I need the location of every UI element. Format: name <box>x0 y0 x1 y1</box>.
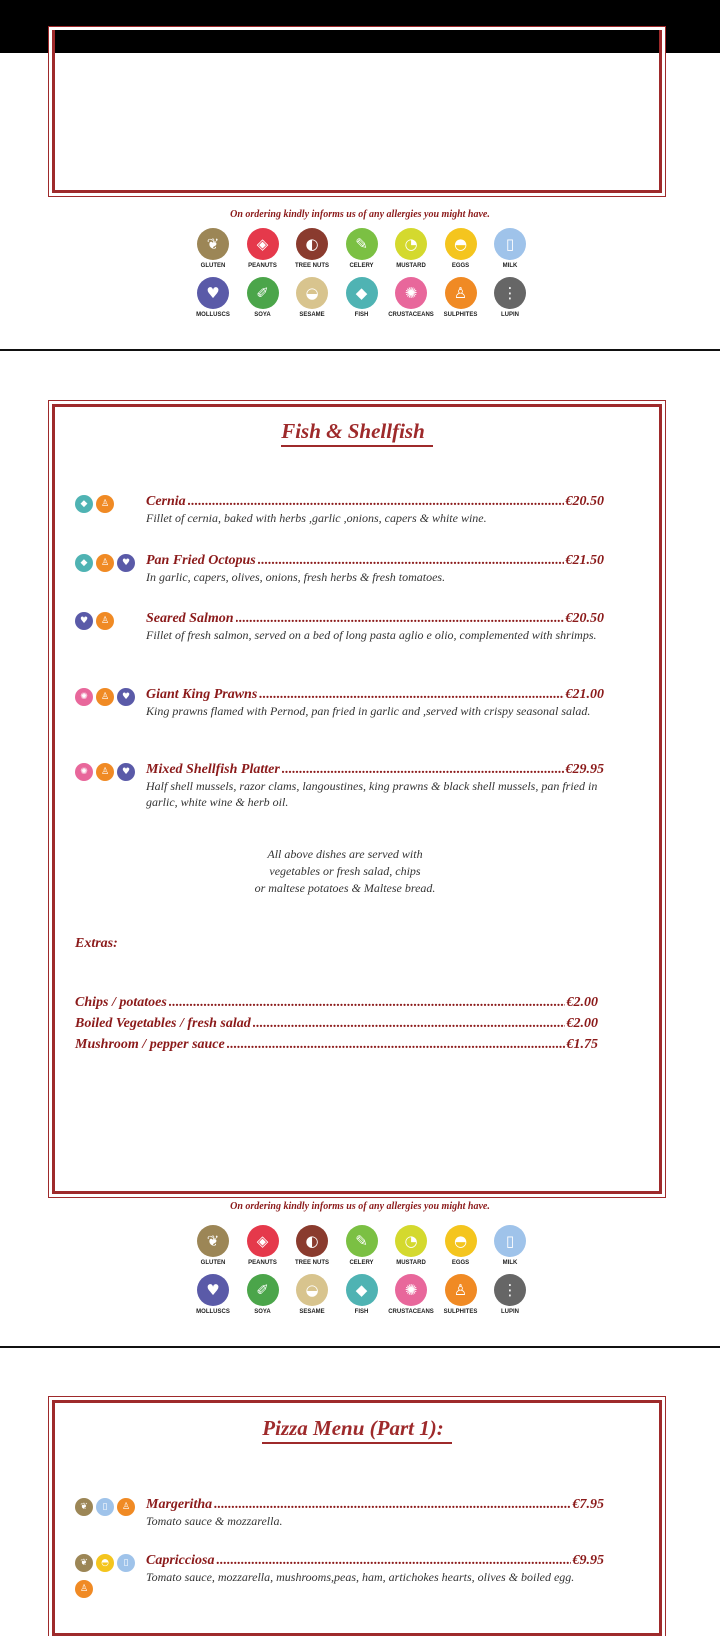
sulphite-icon: ♙ <box>445 277 477 309</box>
tree-nut-icon: ◐ <box>296 228 328 260</box>
allergen-label: GLUTEN <box>200 263 226 269</box>
fish-icon: ◆ <box>75 554 93 572</box>
allergen-item <box>387 1225 435 1266</box>
dish-name: Mixed Shellfish Platter <box>146 762 280 777</box>
extra-item <box>75 1016 598 1032</box>
dish-description: Fillet of fresh salmon, served on a bed of long pasta aglio e olio, complemented with shrimps. <box>146 628 597 642</box>
section-title: Pizza Menu (Part 1): <box>52 1416 662 1444</box>
milk-icon: ▯ <box>117 1554 135 1572</box>
crustacean-icon: ✺ <box>75 688 93 706</box>
allergen-label: MILK <box>502 263 518 269</box>
fish-icon: ◆ <box>346 277 378 309</box>
allergen-item <box>437 228 485 269</box>
dish-allergen-icons <box>75 554 135 572</box>
allergen-item <box>239 228 287 269</box>
allergen-item <box>387 228 435 269</box>
served-with-note: All above dishes are served with vegetables or fresh salad, chips or maltese potatoes & Maltese bread. <box>254 847 436 895</box>
egg-icon: ◓ <box>96 1554 114 1572</box>
allergen-item <box>338 1225 386 1266</box>
allergen-label: LUPIN <box>501 1309 519 1315</box>
allergen-label: CRUSTACEANS <box>388 1309 434 1315</box>
extra-price: €1.75 <box>566 1037 598 1052</box>
allergen-label: SULPHITES <box>443 312 478 318</box>
menu-item <box>146 687 604 719</box>
sesame-icon: ◒ <box>296 277 328 309</box>
sulphite-icon: ♙ <box>96 688 114 706</box>
allergen-item <box>338 1274 386 1315</box>
dish-price: €29.95 <box>565 762 604 777</box>
milk-icon: ▯ <box>494 1225 526 1257</box>
fish-icon: ◆ <box>75 495 93 513</box>
dish-allergen-icons <box>75 688 135 706</box>
dish-price: €20.50 <box>565 611 604 626</box>
celery-icon: ✎ <box>346 228 378 260</box>
extra-name: Boiled Vegetables / fresh salad <box>75 1016 251 1031</box>
dish-allergen-icons <box>75 1554 135 1594</box>
allergen-item <box>338 277 386 318</box>
menu-item <box>146 1497 604 1529</box>
allergen-item <box>486 228 534 269</box>
allergen-label: LUPIN <box>501 312 519 318</box>
dish-name: Seared Salmon <box>146 611 234 626</box>
allergen-item <box>189 1225 237 1266</box>
menu-item <box>146 611 604 643</box>
celery-icon: ✎ <box>346 1225 378 1257</box>
dish-allergen-icons <box>75 495 114 513</box>
allergy-note: On ordering kindly informs us of any allergies you might have. <box>230 209 490 220</box>
extra-price: €2.00 <box>566 995 598 1010</box>
crustacean-icon: ✺ <box>395 277 427 309</box>
menu-item <box>146 494 604 526</box>
dot-leader <box>227 1037 565 1053</box>
dot-leader <box>259 687 563 703</box>
extras-heading: Extras: <box>75 936 118 951</box>
extra-item <box>75 1037 598 1053</box>
extra-item <box>75 995 598 1011</box>
sulphite-icon: ♙ <box>96 763 114 781</box>
extra-price: €2.00 <box>566 1016 598 1031</box>
section-title: Fish & Shellfish <box>52 419 662 447</box>
menu-item <box>146 762 604 810</box>
page-separator <box>0 349 720 351</box>
crustacean-icon: ✺ <box>395 1274 427 1306</box>
wheat-icon: ❦ <box>197 228 229 260</box>
dish-description: King prawns flamed with Pernod, pan fried in garlic and ,served with crispy seasonal salad. <box>146 704 591 718</box>
allergen-label: SOYA <box>254 312 271 318</box>
allergen-label: SOYA <box>254 1309 271 1315</box>
allergen-row <box>189 1225 534 1266</box>
allergen-row <box>189 1274 534 1315</box>
allergen-label: SESAME <box>299 1309 325 1315</box>
allergen-label: SESAME <box>299 312 325 318</box>
dish-allergen-icons <box>75 612 114 630</box>
crustacean-icon: ✺ <box>75 763 93 781</box>
allergen-item <box>288 1274 336 1315</box>
lupin-icon: ⋮ <box>494 1274 526 1306</box>
allergen-item <box>288 228 336 269</box>
allergen-item <box>486 277 534 318</box>
allergen-item <box>486 1274 534 1315</box>
allergen-label: MILK <box>502 1260 518 1266</box>
sulphite-icon: ♙ <box>75 1580 93 1598</box>
dish-allergen-icons <box>75 1498 135 1516</box>
allergen-label: EGGS <box>451 1260 470 1266</box>
soya-icon: ✐ <box>247 1274 279 1306</box>
allergen-item <box>288 277 336 318</box>
dot-leader <box>236 611 564 627</box>
extra-name: Chips / potatoes <box>75 995 167 1010</box>
menu-item <box>146 1553 604 1585</box>
dot-leader <box>216 1553 570 1569</box>
dish-name: Giant King Prawns <box>146 687 258 702</box>
dish-allergen-icons <box>75 763 135 781</box>
allergen-item <box>189 277 237 318</box>
sulphite-icon: ♙ <box>96 612 114 630</box>
dot-leader <box>282 762 564 778</box>
sulphite-icon: ♙ <box>96 554 114 572</box>
dot-leader <box>188 494 564 510</box>
peanut-icon: ◈ <box>247 1225 279 1257</box>
dot-leader <box>214 1497 570 1513</box>
allergen-row <box>189 277 534 318</box>
sesame-icon: ◒ <box>296 1274 328 1306</box>
dish-description: Half shell mussels, razor clams, langoustines, king prawns & black shell mussels, pan fried in garlic, white wine & herb oil. <box>146 779 598 809</box>
mollusc-icon: ♥ <box>117 554 135 572</box>
allergen-label: PEANUTS <box>248 263 277 269</box>
wheat-icon: ❦ <box>197 1225 229 1257</box>
allergen-label: CELERY <box>349 1260 374 1266</box>
mollusc-icon: ♥ <box>117 763 135 781</box>
dish-price: €21.50 <box>565 553 604 568</box>
menu-item <box>146 553 604 585</box>
sulphite-icon: ♙ <box>96 495 114 513</box>
sulphite-icon: ♙ <box>117 1498 135 1516</box>
dish-description: Tomato sauce, mozzarella, mushrooms,peas, ham, artichokes hearts, olives & boiled egg. <box>146 1570 575 1584</box>
allergen-item <box>239 1274 287 1315</box>
allergen-item <box>437 1274 485 1315</box>
fish-icon: ◆ <box>346 1274 378 1306</box>
peanut-icon: ◈ <box>247 228 279 260</box>
dish-description: Fillet of cernia, baked with herbs ,garlic ,onions, capers & white wine. <box>146 511 487 525</box>
allergen-label: SULPHITES <box>443 1309 478 1315</box>
allergen-item <box>387 277 435 318</box>
allergen-label: MOLLUSCS <box>196 1309 230 1315</box>
allergen-item <box>239 1225 287 1266</box>
dot-leader <box>253 1016 565 1032</box>
allergen-item <box>288 1225 336 1266</box>
allergen-label: MUSTARD <box>396 263 426 269</box>
extra-name: Mushroom / pepper sauce <box>75 1037 225 1052</box>
soya-icon: ✐ <box>247 277 279 309</box>
dish-price: €21.00 <box>565 687 604 702</box>
allergen-item <box>437 1225 485 1266</box>
allergen-label: MUSTARD <box>396 1260 426 1266</box>
mustard-icon: ◔ <box>395 228 427 260</box>
mollusc-icon: ♥ <box>75 612 93 630</box>
page-separator <box>0 1346 720 1348</box>
tree-nut-icon: ◐ <box>296 1225 328 1257</box>
dot-leader <box>169 995 565 1011</box>
allergen-item <box>189 1274 237 1315</box>
allergen-item <box>387 1274 435 1315</box>
mollusc-icon: ♥ <box>197 277 229 309</box>
allergen-row <box>189 228 534 269</box>
egg-icon: ◓ <box>445 1225 477 1257</box>
allergen-label: CELERY <box>349 263 374 269</box>
milk-icon: ▯ <box>96 1498 114 1516</box>
allergy-note: On ordering kindly informs us of any allergies you might have. <box>230 1201 490 1212</box>
allergen-item <box>437 277 485 318</box>
lupin-icon: ⋮ <box>494 277 526 309</box>
dish-name: Capricciosa <box>146 1553 215 1568</box>
dish-name: Margeritha <box>146 1497 213 1512</box>
dish-description: In garlic, capers, olives, onions, fresh herbs & fresh tomatoes. <box>146 570 446 584</box>
allergen-item <box>338 228 386 269</box>
dish-description: Tomato sauce & mozzarella. <box>146 1514 283 1528</box>
allergen-label: FISH <box>354 312 369 318</box>
dish-price: €20.50 <box>565 494 604 509</box>
allergen-label: EGGS <box>451 263 470 269</box>
allergen-label: CRUSTACEANS <box>388 312 434 318</box>
allergen-item <box>189 228 237 269</box>
mollusc-icon: ♥ <box>117 688 135 706</box>
allergen-item <box>486 1225 534 1266</box>
allergen-label: MOLLUSCS <box>196 312 230 318</box>
mustard-icon: ◔ <box>395 1225 427 1257</box>
wheat-icon: ❦ <box>75 1554 93 1572</box>
egg-icon: ◓ <box>445 228 477 260</box>
sulphite-icon: ♙ <box>445 1274 477 1306</box>
dish-price: €9.95 <box>572 1553 604 1568</box>
allergen-label: TREE NUTS <box>294 1260 329 1266</box>
allergen-label: GLUTEN <box>200 1260 226 1266</box>
dish-price: €7.95 <box>572 1497 604 1512</box>
allergen-label: TREE NUTS <box>294 263 329 269</box>
menu-page-frame <box>52 30 662 193</box>
dot-leader <box>258 553 564 569</box>
allergen-label: FISH <box>354 1309 369 1315</box>
allergen-item <box>239 277 287 318</box>
dish-name: Cernia <box>146 494 186 509</box>
dish-name: Pan Fried Octopus <box>146 553 256 568</box>
allergen-label: PEANUTS <box>248 1260 277 1266</box>
milk-icon: ▯ <box>494 228 526 260</box>
mollusc-icon: ♥ <box>197 1274 229 1306</box>
wheat-icon: ❦ <box>75 1498 93 1516</box>
